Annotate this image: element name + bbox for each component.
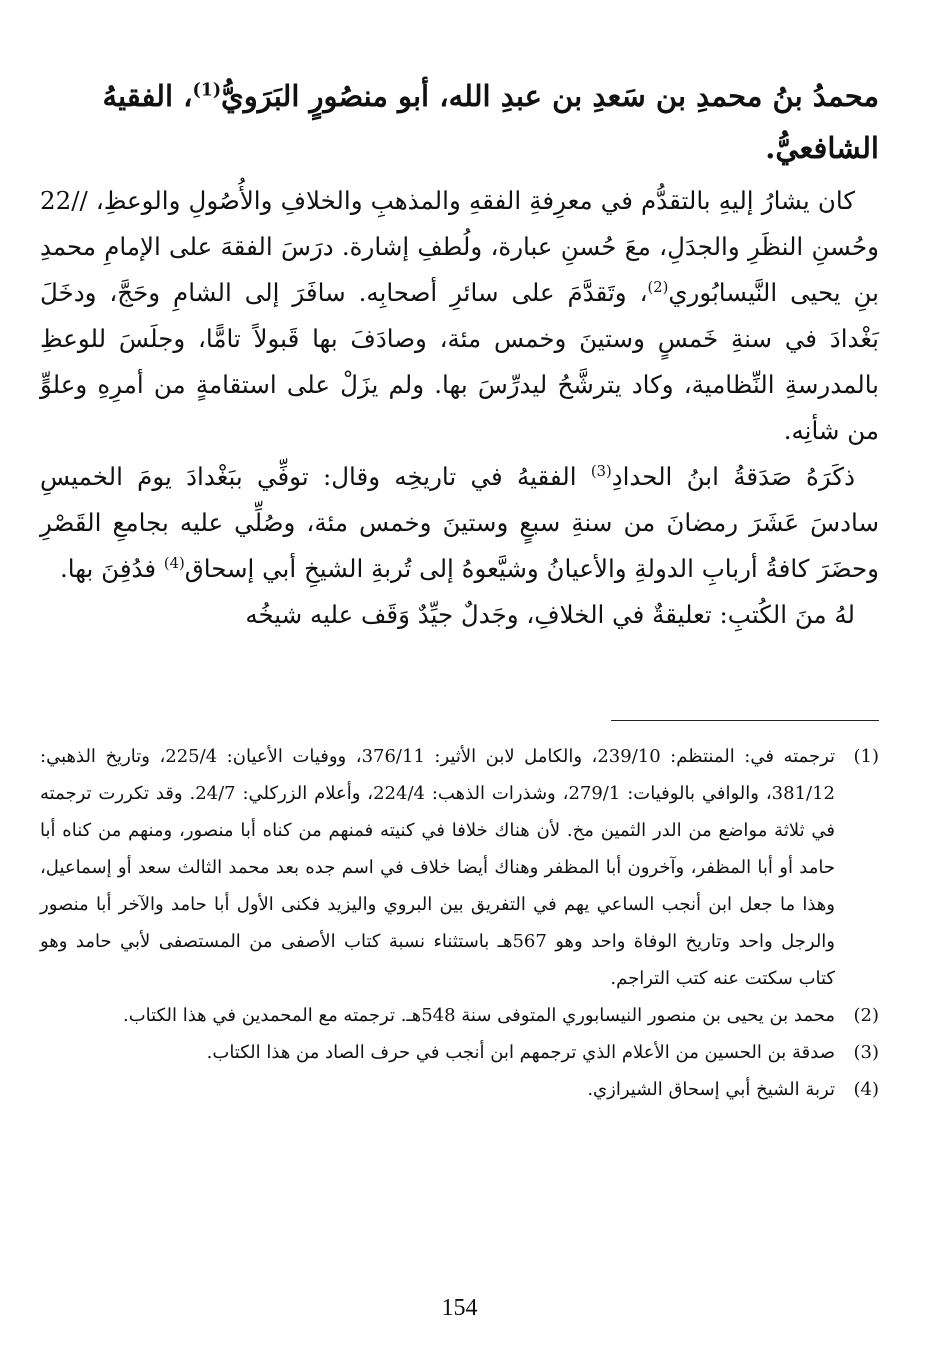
page-number: 154	[441, 1295, 478, 1321]
entry-body	[40, 178, 879, 638]
footnote-ref-3[interactable]: (3)	[590, 462, 612, 480]
footnote-item	[40, 1071, 879, 1108]
footnote-text: تربة الشيخ أبي إسحاق الشيرازي.	[587, 1079, 835, 1100]
paragraph-biography	[40, 178, 879, 454]
paragraph-text: ، وتَقدَّمَ على سائرِ أصحابِه. سافَرَ إلى الشامِ وحَجَّ، ودخَلَ بَغْدادَ في سنةِ خَمسٍ وستينَ وخمس مئة، وصادَفَ بها قَبولاً تامًّا، وجلَسَ للوعظِ بالمدرسةِ النِّظامية، وكاد يترشَّحُ ليدرِّسَ بها. ولم يزَلْ على استقامةٍ من أمرِهِ وعلوٍّ من شأنِه.	[40, 278, 879, 445]
paragraph-text: لهُ منَ الكُتبِ: تعليقةٌ في الخلافِ، وجَدلٌ جيِّدٌ وَقَف عليه شيخُه	[245, 600, 855, 629]
footnote-text: محمد بن يحيى بن منصور النيسابوري المتوفى سنة 548هـ. ترجمته مع المحمدين في هذا الكتاب.	[122, 1005, 835, 1026]
footnote-ref-4[interactable]: (4)	[163, 554, 185, 572]
footnote-number: (1)	[853, 746, 879, 767]
footnote-item	[40, 738, 879, 997]
entry-heading	[40, 70, 879, 174]
footnote-ref-2[interactable]: (2)	[647, 278, 669, 296]
footnote-item	[40, 997, 879, 1034]
footnote-item	[40, 1034, 879, 1071]
footnote-ref-1[interactable]: (1)	[192, 80, 222, 101]
paragraph-text: الفقيهُ في تاريخِه وقال: توفِّي ببَغْدادَ يومَ الخميسِ سادسَ عَشَرَ رمضانَ من سنةِ سبعٍ وستينَ وخمس مئة، وصُلِّي عليه بجامعِ القَصْرِ وحضَرَ كافةُ أربابِ الدولةِ والأعيانُ وشيَّعوهُ إلى تُربةِ الشيخِ أبي إسحاق	[40, 462, 879, 583]
footnote-number: (4)	[853, 1079, 879, 1100]
paragraph-works	[40, 592, 879, 638]
footnote-number: (3)	[853, 1042, 879, 1063]
heading-tail: ، الفقيهُ الشافعيُّ.	[102, 79, 879, 165]
heading-name: محمدُ بنُ محمدِ بن سَعدِ بن عبدِ الله، أبو منصُورٍ البَرَويُّ	[221, 79, 879, 113]
footnote-text: صدقة بن الحسين من الأعلام الذي ترجمهم ابن أنجب في حرف الصاد من هذا الكتاب.	[206, 1042, 835, 1063]
paragraph-text: كان يشارُ إليهِ بالتقدُّم في معرِفةِ الفقهِ والمذهبِ والخلافِ والأُصُولِ والوعظِ، //22 وحُسنِ النظَرِ والجدَلِ، معَ حُسنِ عبارة، ولُطفِ إشارة. درَسَ الفقهَ على الإمامِ محمدِ بنِ يحيى النَّيسابُوري	[40, 186, 879, 307]
footnote-number: (2)	[853, 1005, 879, 1026]
footnote-text: ترجمته في: المنتظم: 239/10، والكامل لابن الأثير: 376/11، ووفيات الأعيان: 225/4، وتاريخ الذهبي: 381/12، والوافي بالوفيات: 279/1، وشذرات الذهب: 224/4، وأعلام الزركلي: 24/7. وقد تكررت ترجمته في ثلاثة مواضع من الدر الثمين مخ. لأن هناك خلافا في كنيته فمنهم من كناه أبا منصور، ومنهم من كناه أبا حامد أو أبا المظفر، وآخرون أبا المظفر وهناك أيضا خلاف في اسم جده بعد محمد الثالث سعد أو إسماعيل، وهذا ما جعل ابن أنجب الساعي يهم في التفريق بين البروي واليزيد فكنى الأول أبا حامد والآخر أبا منصور والرجل واحد وتاريخ الوفاة واحد وهو 567هـ باستثناء نسبة كتاب الأصفى من المستصفى لأبي حامد وهو كتاب سكتت عنه كتب التراجم.	[40, 746, 836, 989]
paragraph-death	[40, 454, 879, 592]
footnotes	[40, 738, 879, 1108]
footnote-divider	[611, 720, 879, 721]
paragraph-text: فدُفِنَ بها.	[60, 554, 164, 583]
book-page	[40, 70, 879, 1346]
paragraph-text: ذكَرَهُ صَدَقةُ ابنُ الحدادِ	[611, 462, 855, 491]
